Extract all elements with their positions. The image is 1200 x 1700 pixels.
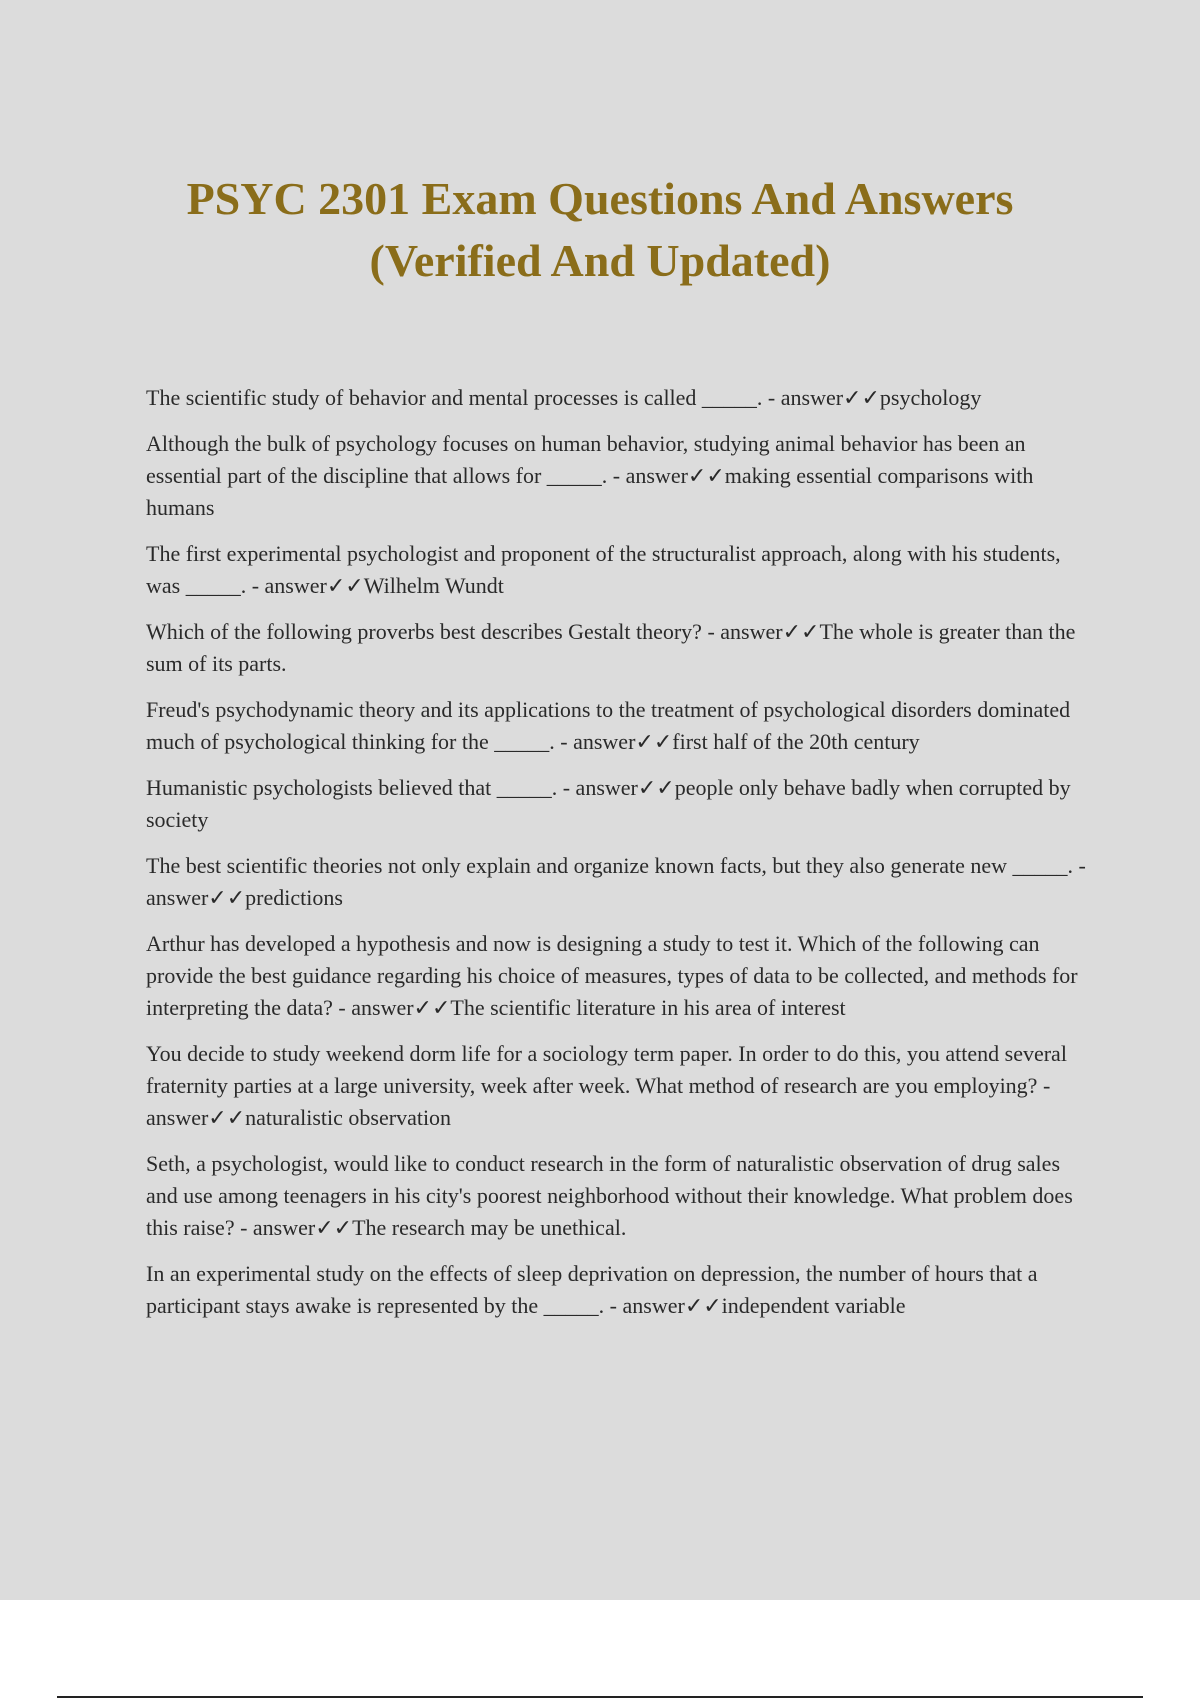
qa-item: Freud's psychodynamic theory and its applications to the treatment of psychological disorders dominated much of psychological thinking for the _____. - answer✓✓first half of the 20th century: [146, 697, 1071, 754]
qa-item: The scientific study of behavior and mental processes is called _____. - answer✓✓psychology: [146, 385, 982, 410]
qa-item: You decide to study weekend dorm life for a sociology term paper. In order to do this, you attend several fraternity parties at a large university, week after week. What method of research are you employing? - answer✓✓naturalistic observation: [146, 1041, 1067, 1130]
qa-item: The first experimental psychologist and proponent of the structuralist approach, along with his students, was _____. - answer✓✓Wilhelm Wundt: [146, 541, 1061, 598]
qa-item: Arthur has developed a hypothesis and now is designing a study to test it. Which of the following can provide the best guidance regarding his choice of measures, types of data to be collected, and methods for interpreting the data? - answer✓✓The scientific literature in his area of interest: [146, 931, 1078, 1020]
qa-item: In an experimental study on the effects of sleep deprivation on depression, the number of hours that a participant stays awake is represented by the _____. - answer✓✓independent variable: [146, 1261, 1038, 1318]
qa-item: Seth, a psychologist, would like to conduct research in the form of naturalistic observation of drug sales and use among teenagers in his city's poorest neighborhood without their knowledge. What problem does this raise? - answer✓✓The research may be unethical.: [146, 1151, 1073, 1240]
document-title: [0, 168, 1200, 292]
qa-list: [146, 382, 1091, 1336]
qa-item: The best scientific theories not only explain and organize known facts, but they also generate new _____. - answer✓✓predictions: [146, 853, 1086, 910]
title-line-1: PSYC 2301 Exam Questions And Answers: [186, 173, 1014, 224]
qa-item: Humanistic psychologists believed that _____. - answer✓✓people only behave badly when corrupted by society: [146, 775, 1071, 832]
title-line-2: (Verified And Updated): [369, 235, 831, 286]
qa-item: Although the bulk of psychology focuses on human behavior, studying animal behavior has been an essential part of the discipline that allows for _____. - answer✓✓making essential comparisons with humans: [146, 431, 1034, 520]
footer-divider: [57, 1696, 1143, 1698]
qa-item: Which of the following proverbs best describes Gestalt theory? - answer✓✓The whole is greater than the sum of its parts.: [146, 619, 1076, 676]
